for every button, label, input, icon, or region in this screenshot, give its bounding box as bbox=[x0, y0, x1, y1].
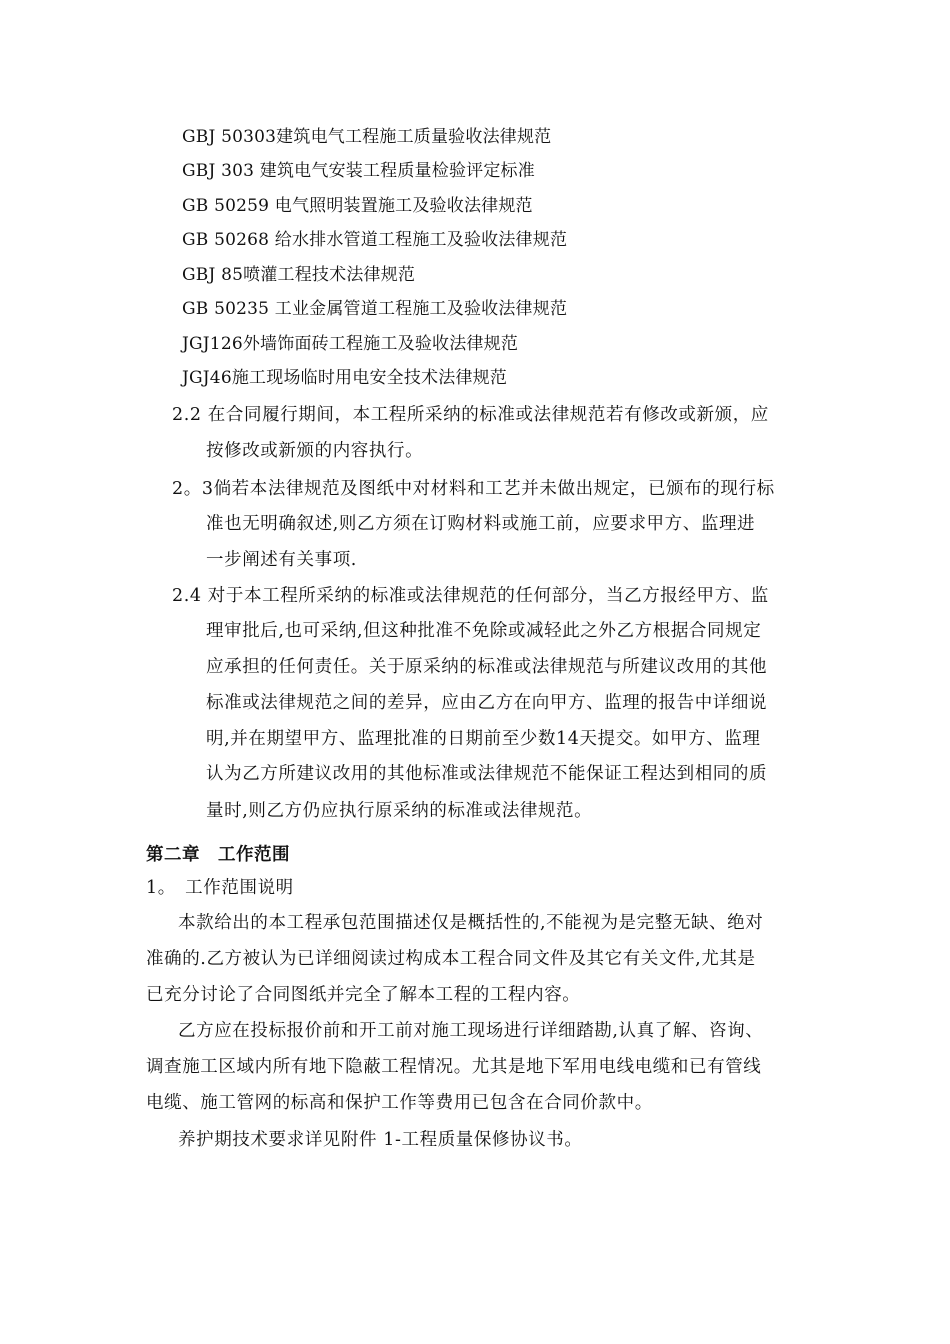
clause-2-4-line: 理审批后,也可采纳,但这种批准不免除或减轻此之外乙方根据合同规定 bbox=[206, 621, 762, 641]
chapter-title: 第二章 工作范围 bbox=[146, 845, 290, 865]
clause-2-4-line: 应承担的任何责任。关于原采纳的标准或法律规范与所建议改用的其他 bbox=[206, 657, 768, 677]
paragraph-line: 已充分讨论了合同图纸并完全了解本工程的工程内容。 bbox=[146, 985, 581, 1005]
paragraph-line: 电缆、施工管网的标高和保护工作等费用已包含在合同价款中。 bbox=[146, 1093, 653, 1113]
paragraph-line: 本款给出的本工程承包范围描述仅是概括性的,不能视为是完整无缺、绝对 bbox=[178, 913, 764, 933]
paragraph-line: 乙方应在投标报价前和开工前对施工现场进行详细踏勘,认真了解、咨询、 bbox=[178, 1021, 764, 1041]
clause-2-4-line: 明,并在期望甲方、监理批准的日期前至少数14天提交。如甲方、监理 bbox=[206, 729, 761, 749]
clause-2-3-line: 准也无明确叙述,则乙方须在订购材料或施工前，应要求甲方、监理进 bbox=[206, 514, 756, 534]
clause-2-2-line: 按修改或新颁的内容执行。 bbox=[206, 441, 424, 461]
standard-item: GB 50235 工业金属管道工程施工及验收法律规范 bbox=[182, 299, 568, 319]
standard-item: GB 50259 电气照明装置施工及验收法律规范 bbox=[182, 196, 533, 216]
standard-item: GBJ 50303建筑电气工程施工质量验收法律规范 bbox=[182, 127, 552, 147]
clause-2-3-line: 一步阐述有关事项. bbox=[206, 550, 357, 570]
paragraph-line: 准确的.乙方被认为已详细阅读过构成本工程合同文件及其它有关文件,尤其是 bbox=[146, 949, 756, 969]
clause-2-2-line: 2.2 在合同履行期间，本工程所采纳的标准或法律规范若有修改或新颁，应 bbox=[172, 405, 769, 425]
paragraph-line: 调查施工区域内所有地下隐蔽工程情况。尤其是地下军用电线电缆和已有管线 bbox=[146, 1057, 762, 1077]
standard-item: GB 50268 给水排水管道工程施工及验收法律规范 bbox=[182, 230, 568, 250]
standard-item: JGJ126外墙饰面砖工程施工及验收法律规范 bbox=[182, 334, 519, 354]
standard-item: JGJ46施工现场临时用电安全技术法律规范 bbox=[182, 368, 508, 388]
section-title: 1。 工作范围说明 bbox=[146, 878, 294, 898]
clause-2-4-line: 标准或法律规范之间的差异，应由乙方在向甲方、监理的报告中详细说 bbox=[206, 693, 768, 713]
standard-item: GBJ 303 建筑电气安装工程质量检验评定标准 bbox=[182, 161, 535, 181]
standard-item: GBJ 85喷灌工程技术法律规范 bbox=[182, 265, 416, 285]
paragraph-line: 养护期技术要求详见附件 1-工程质量保修协议书。 bbox=[178, 1130, 583, 1150]
clause-2-4-line: 认为乙方所建议改用的其他标准或法律规范不能保证工程达到相同的质 bbox=[206, 764, 768, 784]
clause-2-4-line: 2.4 对于本工程所采纳的标准或法律规范的任何部分，当乙方报经甲方、监 bbox=[172, 586, 769, 606]
clause-2-4-line: 量时,则乙方仍应执行原采纳的标准或法律规范。 bbox=[206, 801, 593, 821]
clause-2-3-line: 2。3倘若本法律规范及图纸中对材料和工艺并未做出规定，已颁布的现行标 bbox=[172, 479, 775, 499]
